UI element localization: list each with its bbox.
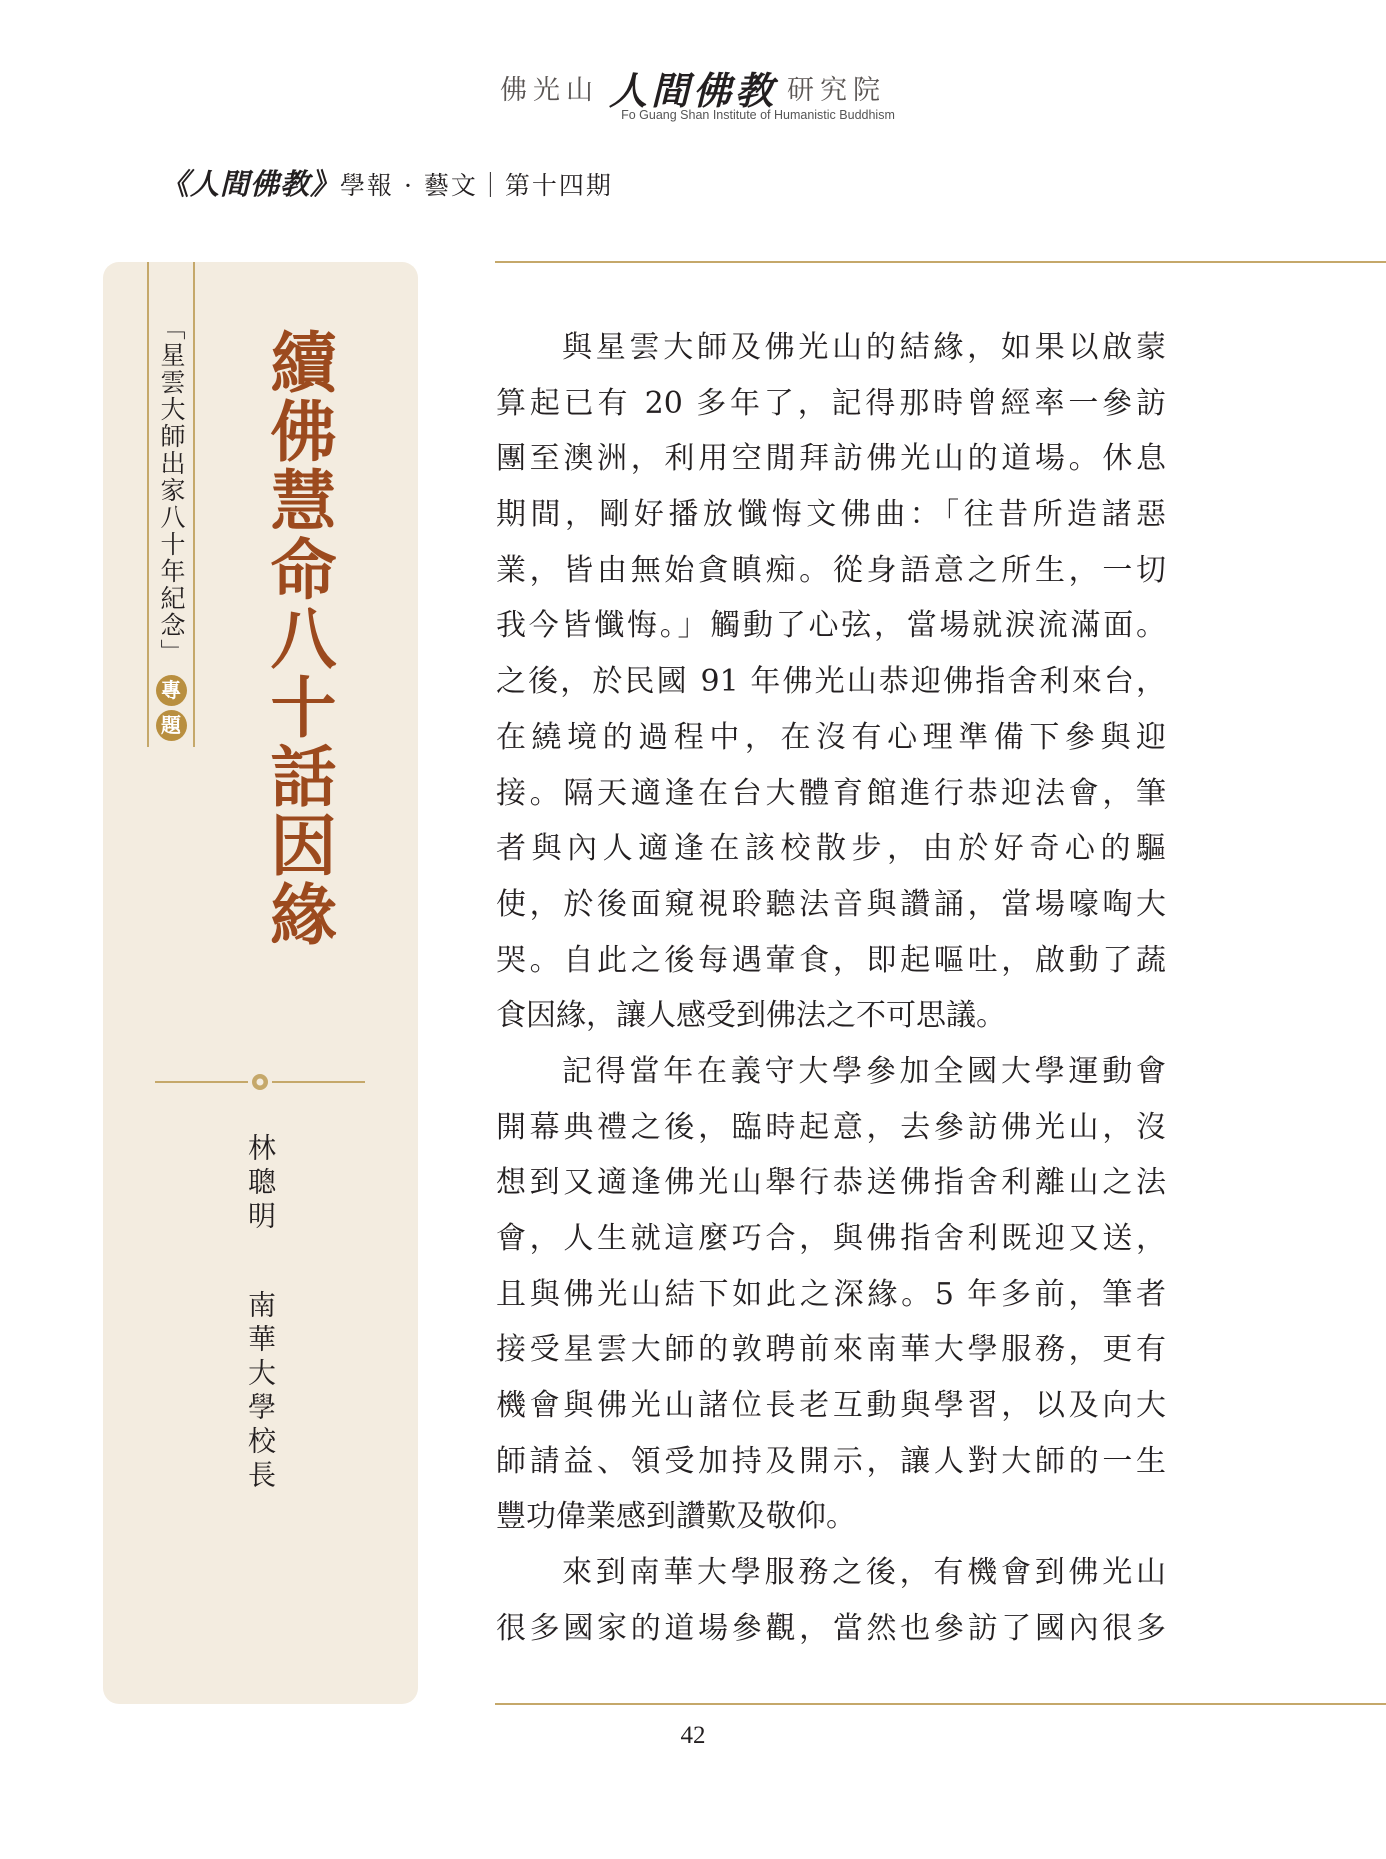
body-line: 且與佛光山結下如此之深緣。5 年多前，筆者 xyxy=(496,1276,1166,1312)
ornament-divider-icon xyxy=(155,1068,365,1096)
journal-header xyxy=(160,162,613,203)
top-rule xyxy=(495,261,1386,263)
sidebar-divider-right xyxy=(193,262,195,747)
body-line: 開幕典禮之後，臨時起意，去參訪佛光山，沒 xyxy=(496,1109,1166,1145)
body-line: 哭。自此之後每遇葷食，即起嘔吐，啟動了蔬 xyxy=(496,942,1166,978)
body-line: 使，於後面窺視聆聽法音與讚誦，當場嚎啕大 xyxy=(496,886,1166,922)
body-line: 來到南華大學服務之後，有機會到佛光山 xyxy=(562,1555,1166,1591)
page-number: 42 xyxy=(680,1722,706,1749)
topic-badge-char-2: 題 xyxy=(156,710,187,741)
institute-prefix: 佛光山 xyxy=(499,75,599,106)
body-line: 師請益、領受加持及開示，讓人對大師的一生 xyxy=(496,1443,1166,1479)
body-line: 接。隔天適逢在台大體育館進行恭迎法會，筆 xyxy=(496,775,1166,811)
body-line: 算起已有 20 多年了，記得那時曾經率一參訪 xyxy=(496,385,1166,421)
body-line: 豐功偉業感到讚歎及敬仰。 xyxy=(496,1499,856,1535)
institute-calligraphy: 人間佛教 xyxy=(608,68,777,113)
body-line: 會，人生就這麼巧合，與佛指舍利既迎又送， xyxy=(496,1221,1166,1256)
institute-english-name: Fo Guang Shan Institute of Humanistic Buddhism xyxy=(621,108,895,122)
body-line: 想到又適逢佛光山舉行恭送佛指舍利離山之法 xyxy=(496,1165,1166,1201)
author-name: 林聰明 xyxy=(244,1133,277,1235)
topic-badge xyxy=(152,675,190,741)
institute-suffix: 研究院 xyxy=(787,75,886,106)
sidebar-divider-left xyxy=(147,262,149,747)
topic-badge-char-1: 專 xyxy=(156,675,187,706)
body-line: 記得當年在義守大學參加全國大學運動會 xyxy=(562,1053,1166,1089)
body-line: 很多國家的道場參觀，當然也參訪了國內很多 xyxy=(496,1610,1166,1646)
journal-section: 學報 · 藝文｜第十四期 xyxy=(340,171,613,200)
body-line: 之後，於民國 91 年佛光山恭迎佛指舍利來台， xyxy=(496,664,1166,700)
body-line: 機會與佛光山諸位長老互動與學習，以及向大 xyxy=(496,1388,1166,1424)
journal-name: 《人間佛教》 xyxy=(160,167,341,201)
institute-logo xyxy=(0,60,1386,115)
article-title: 續佛慧命八十話因緣 xyxy=(259,328,337,949)
body-line: 者與內人適逢在該校散步，由於好奇心的驅 xyxy=(496,831,1166,867)
body-line: 我今皆懺悔。」觸動了心弦，當場就淚流滿面。 xyxy=(496,608,1166,644)
special-topic-label: 「星雲大師出家八十年紀念」 xyxy=(157,315,186,666)
body-line: 食因緣，讓人感受到佛法之不可思議。 xyxy=(496,998,1006,1034)
body-line: 與星雲大師及佛光山的結緣，如果以啟蒙 xyxy=(562,330,1166,365)
body-line: 業，皆由無始貪瞋痴。從身語意之所生，一切 xyxy=(496,552,1166,588)
body-line: 團至澳洲，利用空閒拜訪佛光山的道場。休息 xyxy=(496,441,1166,477)
body-line: 接受星雲大師的敦聘前來南華大學服務，更有 xyxy=(496,1332,1166,1368)
body-line: 期間，剛好播放懺悔文佛曲：「往昔所造諸惡 xyxy=(496,497,1166,533)
article-body xyxy=(496,320,1166,1657)
author-affiliation: 南華大學校長 xyxy=(244,1290,277,1494)
body-line: 在繞境的過程中，在沒有心理準備下參與迎 xyxy=(496,719,1166,755)
bottom-rule xyxy=(495,1703,1386,1705)
